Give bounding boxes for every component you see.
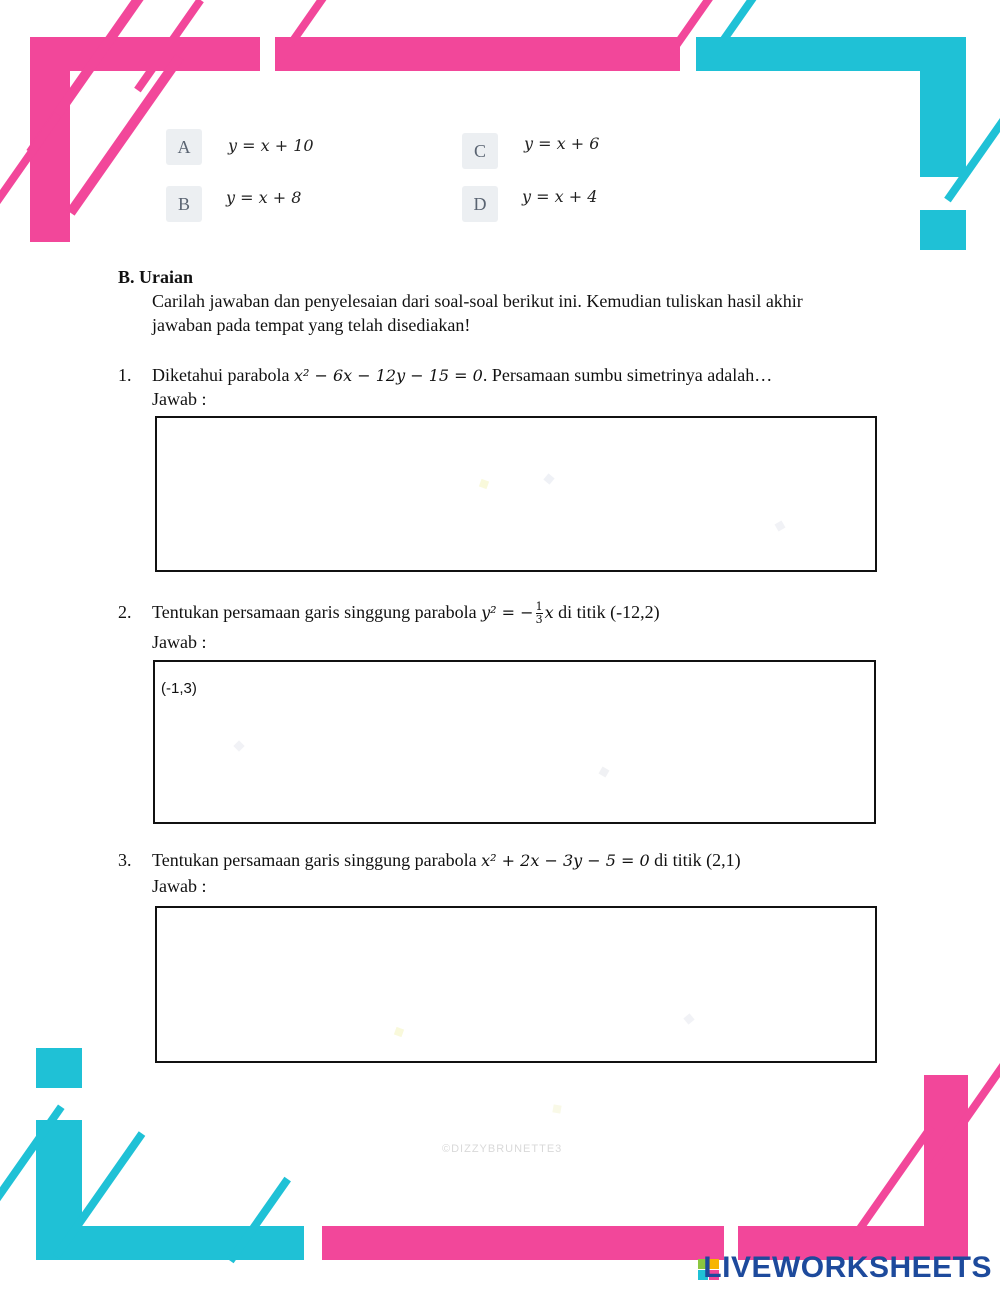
watermark: ©DIZZYBRUNETTE3	[442, 1143, 563, 1155]
question-1-equation: x² − 6x − 12y − 15 = 0	[293, 366, 483, 385]
section-instruction-line-1: Carilah jawaban dan penyelesaian dari soal-soal berikut ini. Kemudian tuliskan hasil akhir	[152, 291, 803, 311]
question-2-text-after: di titik (-12,2)	[553, 602, 660, 622]
question-3-text-after: di titik (2,1)	[649, 850, 741, 870]
question-1-text	[152, 363, 772, 388]
question-3-answer-box[interactable]	[155, 906, 877, 1063]
question-2-answer-box[interactable]: (-1,3)	[153, 660, 876, 824]
question-1-answer-box[interactable]	[155, 416, 877, 572]
question-1-answer-label: Jawab :	[152, 389, 207, 409]
option-c-equation: y = x + 6	[524, 134, 600, 153]
question-2-fraction-numerator: 1	[535, 600, 543, 614]
section-instruction-line-2: jawaban pada tempat yang telah disediakan!	[152, 315, 471, 335]
question-2-fraction-denominator: 3	[535, 613, 543, 627]
option-d-badge[interactable]: D	[462, 186, 498, 222]
question-3-answer-label: Jawab :	[152, 876, 207, 896]
option-c-badge[interactable]: C	[462, 133, 498, 169]
frame-bottom-middle-bar	[322, 1226, 724, 1260]
option-a-equation: y = x + 10	[228, 136, 314, 155]
question-2-equation-rhs: x	[544, 603, 554, 622]
question-1-number: 1.	[118, 365, 132, 385]
option-d-equation: y = x + 4	[522, 187, 598, 206]
question-2-fraction	[536, 601, 543, 626]
frame-bottom-left-square	[36, 1048, 82, 1088]
option-a-badge[interactable]: A	[166, 129, 202, 165]
liveworksheets-logo[interactable]: LIVEWORKSHEETS	[703, 1251, 992, 1284]
question-2-text	[152, 600, 660, 626]
stripe	[853, 1124, 934, 1235]
frame-right-vertical-bar	[920, 37, 966, 177]
question-2-equation-lhs: y² = −	[481, 603, 534, 622]
question-3-text	[152, 848, 741, 873]
question-3-text-before: Tentukan persamaan garis singgung parabola	[152, 850, 482, 870]
confetti	[552, 1104, 561, 1113]
section-heading: B. Uraian	[118, 267, 194, 287]
frame-top-middle-bar	[275, 37, 680, 71]
question-1-text-before: Diketahui parabola	[152, 365, 294, 385]
question-3-equation: x² + 2x − 3y − 5 = 0	[481, 851, 650, 870]
question-1-text-after: . Persamaan sumbu simetrinya adalah…	[482, 365, 773, 385]
option-b-equation: y = x + 8	[226, 188, 302, 207]
question-2-number: 2.	[118, 602, 132, 622]
question-2-text-before: Tentukan persamaan garis singgung parabola	[152, 602, 482, 622]
frame-right-square	[920, 210, 966, 250]
question-3-number: 3.	[118, 850, 132, 870]
question-2-answer-label: Jawab :	[152, 632, 207, 652]
option-b-badge[interactable]: B	[166, 186, 202, 222]
